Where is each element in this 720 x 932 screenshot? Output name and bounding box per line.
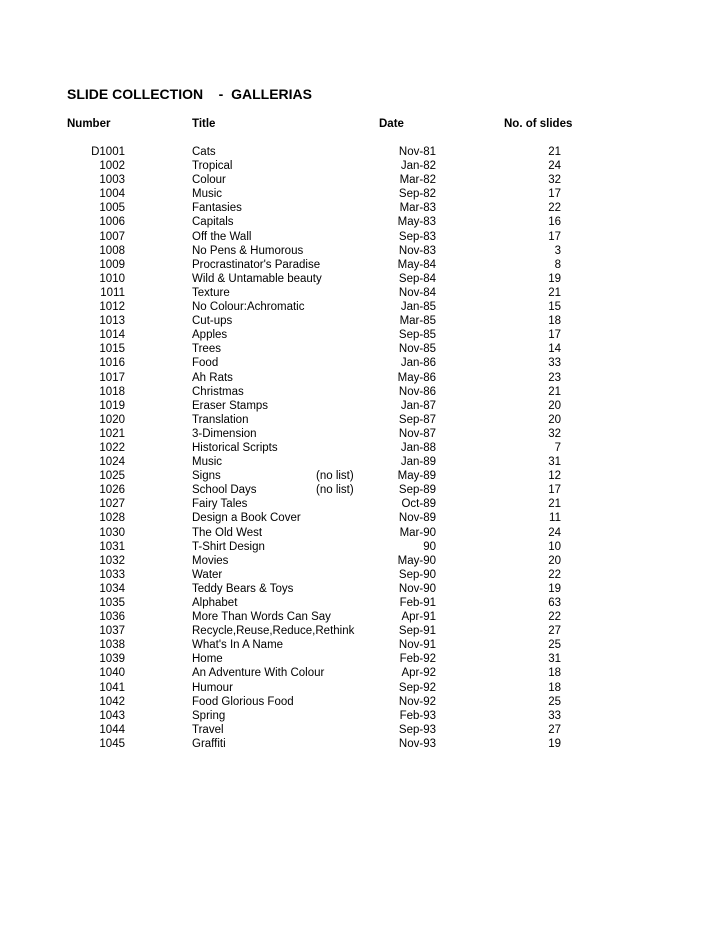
table-row [0, 300, 720, 314]
cell-slides: 22 [548, 202, 561, 215]
cell-title: The Old West [192, 526, 263, 539]
cell-slides: 20 [548, 399, 561, 412]
cell-date: Sep-87 [398, 413, 436, 426]
cell-slides: 11 [549, 512, 561, 525]
cell-number: 1016 [99, 357, 125, 370]
cell-title: Eraser Stamps [192, 399, 269, 412]
cell-number: 1035 [99, 597, 125, 609]
table-row [0, 695, 720, 709]
cell-slides: 15 [548, 301, 561, 314]
cell-slides: 19 [548, 737, 561, 750]
cell-number: 1027 [99, 498, 125, 511]
cell-date: Sep-91 [398, 625, 436, 638]
cell-date: May-90 [397, 554, 436, 567]
cell-date: Jan-88 [400, 441, 436, 454]
table-row [0, 610, 720, 624]
cell-slides: 17 [548, 188, 561, 201]
cell-slides: 32 [548, 174, 561, 187]
cell-date: May-86 [397, 371, 436, 384]
cell-date: Nov-92 [398, 695, 436, 708]
cell-title: Recycle,Reuse,Reduce,Rethink [192, 625, 355, 638]
cell-title: No Colour:Achromatic [192, 301, 305, 314]
cell-number: 1036 [99, 611, 125, 624]
cell-title: 3-Dimension [192, 427, 257, 440]
table-row [0, 568, 720, 582]
cell-title: Historical Scripts [192, 441, 278, 454]
cell-title: An Adventure With Colour [192, 667, 325, 680]
cell-note: (no list) [316, 470, 354, 483]
cell-date: May-83 [397, 216, 436, 229]
cell-number: 1024 [99, 456, 125, 469]
cell-number: 1030 [99, 526, 125, 539]
table-row [0, 582, 720, 596]
column-header-slides: No. of slides [504, 118, 573, 130]
cell-date: Nov-84 [398, 286, 436, 299]
cell-number: 1039 [99, 653, 125, 666]
table-row [0, 356, 720, 370]
cell-title: Teddy Bears & Toys [192, 582, 294, 595]
cell-title: More Than Words Can Say [192, 611, 331, 624]
table-row [0, 314, 720, 328]
cell-title: Fairy Tales [192, 498, 248, 511]
cell-date: Nov-90 [398, 582, 436, 595]
cell-slides: 18 [548, 681, 561, 694]
column-header-title: Title [192, 118, 216, 130]
table-row [0, 413, 720, 427]
cell-number: 1015 [99, 343, 125, 356]
cell-number: 1009 [99, 258, 125, 271]
cell-date: Jan-89 [400, 456, 436, 469]
cell-slides: 14 [548, 343, 561, 356]
cell-date: Sep-93 [398, 723, 436, 736]
cell-slides: 10 [548, 540, 561, 553]
slide-table [0, 145, 720, 751]
cell-title: Translation [192, 413, 249, 426]
cell-title: Food [192, 357, 219, 370]
table-row [0, 483, 720, 497]
cell-number: 1031 [99, 540, 125, 553]
table-row [0, 272, 720, 286]
table-row [0, 159, 720, 173]
cell-title: Humour [192, 681, 233, 694]
cell-title: Spring [192, 709, 226, 722]
cell-title: Signs [192, 470, 221, 483]
cell-title: What's In A Name [192, 639, 284, 652]
cell-date: Mar-90 [399, 526, 436, 539]
cell-title: Trees [192, 343, 221, 356]
cell-slides: 23 [548, 371, 561, 384]
cell-title: Christmas [192, 385, 244, 398]
cell-slides: 21 [548, 286, 561, 299]
table-row [0, 469, 720, 483]
cell-slides: 20 [548, 413, 561, 426]
cell-number: 1025 [99, 470, 125, 483]
cell-date: Nov-89 [398, 512, 436, 525]
table-row [0, 540, 720, 554]
cell-number: 1008 [99, 244, 125, 257]
cell-date: Sep-82 [398, 188, 436, 201]
cell-date: 90 [423, 540, 436, 553]
cell-date: Mar-85 [399, 315, 436, 328]
cell-number: 1012 [99, 301, 125, 314]
table-row [0, 371, 720, 385]
table-row [0, 230, 720, 244]
cell-number: 1003 [99, 174, 125, 187]
table-row [0, 187, 720, 201]
table-row [0, 286, 720, 300]
cell-slides: 63 [548, 597, 561, 609]
cell-title: Travel [192, 723, 224, 736]
cell-slides: 16 [548, 216, 561, 229]
cell-number: 1011 [100, 286, 125, 299]
table-row [0, 638, 720, 652]
cell-date: Sep-83 [398, 230, 436, 243]
cell-number: 1007 [99, 230, 125, 243]
cell-number: 1021 [99, 427, 125, 440]
cell-slides: 21 [548, 146, 561, 158]
cell-title: Cut-ups [192, 315, 233, 328]
cell-title: Movies [192, 554, 229, 567]
cell-slides: 25 [548, 639, 561, 652]
cell-date: Jan-85 [400, 301, 436, 314]
cell-number: 1026 [99, 484, 125, 497]
cell-date: Jan-87 [400, 399, 436, 412]
cell-slides: 18 [548, 315, 561, 328]
table-row [0, 709, 720, 723]
cell-date: Sep-84 [398, 272, 436, 285]
table-row [0, 145, 720, 159]
cell-date: Oct-89 [401, 498, 436, 511]
cell-number: D1001 [91, 146, 125, 158]
table-row [0, 723, 720, 737]
cell-slides: 27 [548, 723, 561, 736]
cell-date: Feb-92 [399, 653, 436, 666]
cell-date: Jan-86 [400, 357, 436, 370]
page-title: SLIDE COLLECTION - GALLERIAS [67, 86, 312, 102]
cell-number: 1032 [99, 554, 125, 567]
cell-number: 1037 [99, 625, 125, 638]
cell-date: Sep-89 [398, 484, 436, 497]
cell-slides: 18 [548, 667, 561, 680]
cell-number: 1017 [99, 371, 125, 384]
cell-title: Colour [192, 174, 226, 187]
table-row [0, 244, 720, 258]
cell-slides: 20 [548, 554, 561, 567]
cell-date: May-84 [397, 258, 436, 271]
table-row [0, 681, 720, 695]
cell-slides: 12 [548, 470, 561, 483]
table-row [0, 399, 720, 413]
cell-date: Nov-86 [398, 385, 436, 398]
cell-slides: 33 [548, 709, 561, 722]
cell-title: Water [192, 568, 223, 581]
cell-number: 1022 [99, 441, 125, 454]
cell-number: 1014 [99, 329, 125, 342]
cell-number: 1002 [99, 160, 125, 173]
cell-title: Capitals [192, 216, 234, 229]
table-row [0, 511, 720, 525]
cell-date: Jan-82 [400, 160, 436, 173]
cell-slides: 22 [548, 568, 561, 581]
table-row [0, 441, 720, 455]
cell-date: Nov-81 [398, 146, 436, 158]
cell-slides: 17 [548, 329, 561, 342]
cell-date: Sep-90 [398, 568, 436, 581]
cell-number: 1018 [99, 385, 125, 398]
cell-date: Sep-85 [398, 329, 436, 342]
cell-title: Graffiti [192, 737, 226, 750]
cell-number: 1013 [99, 315, 125, 328]
cell-number: 1042 [99, 695, 125, 708]
cell-title: Off the Wall [192, 230, 252, 243]
table-row [0, 624, 720, 638]
cell-date: Mar-83 [399, 202, 436, 215]
cell-slides: 19 [548, 582, 561, 595]
table-row [0, 427, 720, 441]
cell-title: Home [192, 653, 223, 666]
cell-title: No Pens & Humorous [192, 244, 304, 257]
cell-number: 1038 [99, 639, 125, 652]
cell-slides: 33 [548, 357, 561, 370]
cell-number: 1028 [99, 512, 125, 525]
cell-slides: 21 [548, 385, 561, 398]
cell-title: Design a Book Cover [192, 512, 301, 525]
table-row [0, 342, 720, 356]
cell-title: Food Glorious Food [192, 695, 294, 708]
table-row [0, 526, 720, 540]
cell-number: 1010 [99, 272, 125, 285]
table-row [0, 215, 720, 229]
cell-number: 1006 [99, 216, 125, 229]
table-row [0, 455, 720, 469]
table-row [0, 737, 720, 751]
cell-number: 1020 [99, 413, 125, 426]
table-row [0, 173, 720, 187]
cell-number: 1041 [99, 681, 125, 694]
cell-title: Procrastinator's Paradise [192, 258, 321, 271]
table-row [0, 554, 720, 568]
cell-slides: 25 [548, 695, 561, 708]
cell-date: Nov-85 [398, 343, 436, 356]
cell-title: School Days [192, 484, 257, 497]
cell-number: 1034 [99, 582, 125, 595]
cell-slides: 31 [548, 653, 561, 666]
cell-title: Music [192, 456, 223, 469]
cell-title: Music [192, 188, 223, 201]
cell-date: Feb-91 [399, 597, 436, 609]
cell-date: Nov-91 [398, 639, 436, 652]
cell-number: 1019 [99, 399, 125, 412]
cell-date: Apr-91 [401, 611, 436, 624]
cell-title: Tropical [192, 160, 233, 173]
cell-date: Nov-93 [398, 737, 436, 750]
cell-number: 1045 [99, 737, 125, 750]
cell-note: (no list) [316, 484, 354, 497]
cell-slides: 24 [548, 526, 561, 539]
cell-title: Apples [192, 329, 228, 342]
cell-date: Nov-83 [398, 244, 436, 257]
table-row [0, 596, 720, 610]
column-header-number: Number [67, 118, 111, 130]
cell-slides: 31 [548, 456, 561, 469]
cell-title: Ah Rats [192, 371, 233, 384]
table-row [0, 652, 720, 666]
cell-slides: 7 [554, 441, 561, 454]
cell-number: 1033 [99, 568, 125, 581]
cell-title: Texture [192, 286, 230, 299]
cell-date: Sep-92 [398, 681, 436, 694]
cell-number: 1040 [99, 667, 125, 680]
cell-slides: 22 [548, 611, 561, 624]
cell-date: Feb-93 [399, 709, 436, 722]
cell-slides: 3 [554, 244, 561, 257]
cell-slides: 19 [548, 272, 561, 285]
cell-date: Mar-82 [399, 174, 436, 187]
cell-slides: 8 [554, 258, 561, 271]
table-row [0, 201, 720, 215]
cell-slides: 32 [548, 427, 561, 440]
cell-date: May-89 [397, 470, 436, 483]
cell-title: T-Shirt Design [192, 540, 265, 553]
cell-slides: 17 [548, 230, 561, 243]
cell-slides: 24 [548, 160, 561, 173]
cell-title: Alphabet [192, 597, 238, 609]
column-header-date: Date [379, 118, 404, 130]
cell-date: Apr-92 [401, 667, 436, 680]
cell-slides: 17 [548, 484, 561, 497]
cell-title: Fantasies [192, 202, 242, 215]
cell-slides: 21 [548, 498, 561, 511]
table-row [0, 328, 720, 342]
table-row [0, 385, 720, 399]
table-row [0, 497, 720, 511]
cell-slides: 27 [548, 625, 561, 638]
table-row [0, 258, 720, 272]
cell-date: Nov-87 [398, 427, 436, 440]
cell-number: 1044 [99, 723, 125, 736]
cell-title: Wild & Untamable beauty [192, 272, 322, 285]
table-row [0, 666, 720, 680]
cell-number: 1004 [99, 188, 125, 201]
cell-number: 1005 [99, 202, 125, 215]
cell-number: 1043 [99, 709, 125, 722]
cell-title: Cats [192, 146, 216, 158]
